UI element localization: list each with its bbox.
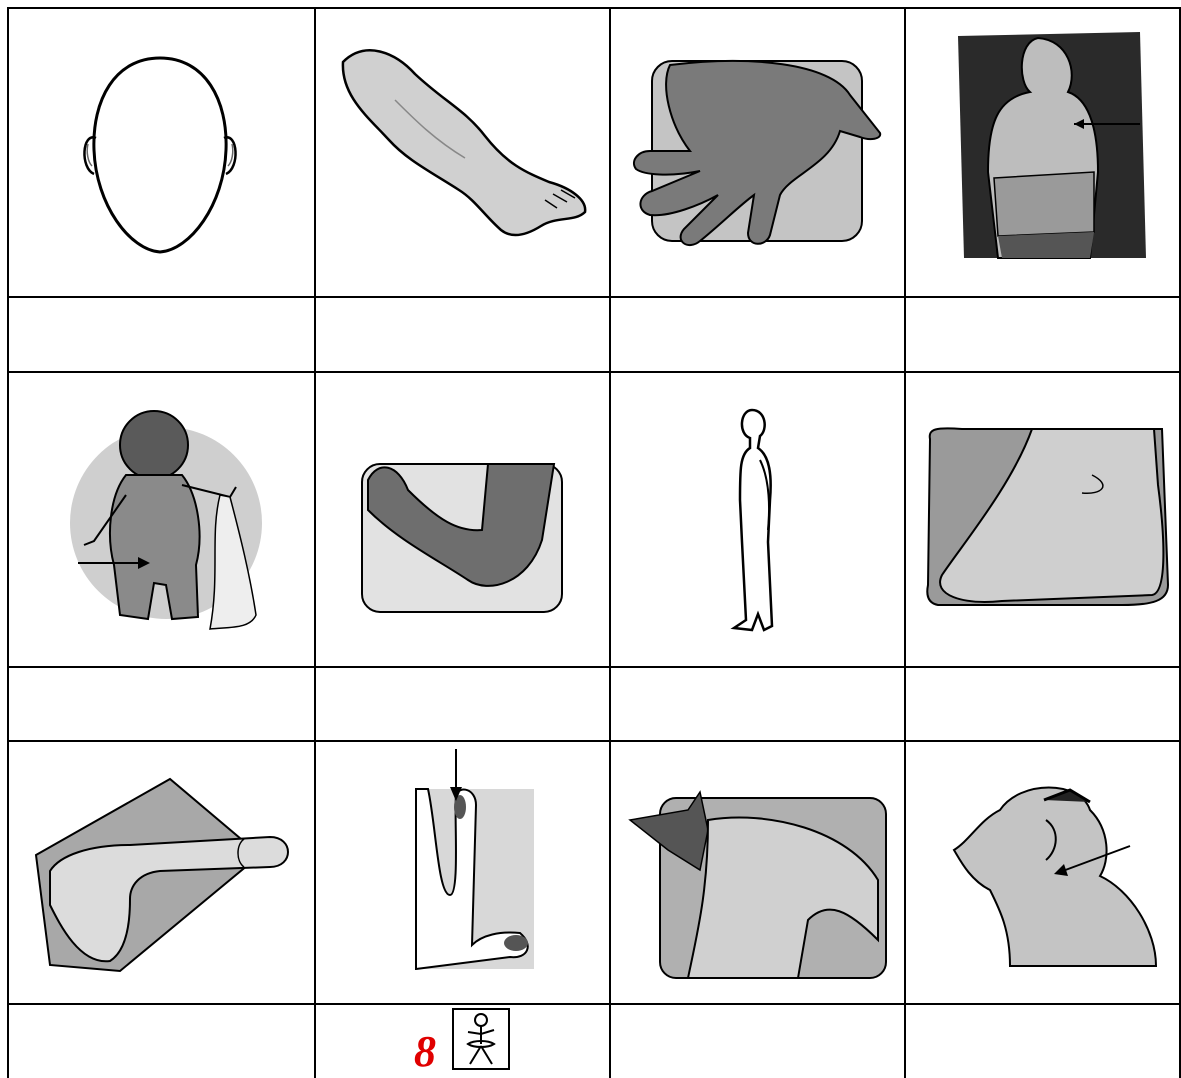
answer-box[interactable] [612,299,903,370]
hand-picture [630,55,886,250]
answer-box[interactable] [317,669,608,739]
answer-box[interactable] [907,299,1178,370]
page-number: 8 [414,1027,436,1076]
neck-picture [950,780,1160,970]
body-outline-picture [700,400,810,640]
knee-picture [628,790,890,980]
leg-picture [335,40,595,250]
arm-elbow-picture [358,460,568,616]
back-picture [958,32,1146,262]
foot-picture [922,425,1172,610]
answer-box[interactable] [612,1006,903,1076]
answer-box[interactable] [907,1006,1178,1076]
head-outline-picture [60,40,260,270]
answer-box[interactable] [317,299,608,370]
fingernail-picture [410,745,540,970]
answer-box[interactable] [907,669,1178,739]
answer-box[interactable] [10,299,313,370]
stick-figure-icon [452,1008,510,1070]
answer-box[interactable] [10,669,313,739]
bottom-picture [70,405,280,635]
answer-box[interactable] [10,1006,313,1076]
answer-box[interactable] [612,669,903,739]
finger-picture [30,775,300,975]
